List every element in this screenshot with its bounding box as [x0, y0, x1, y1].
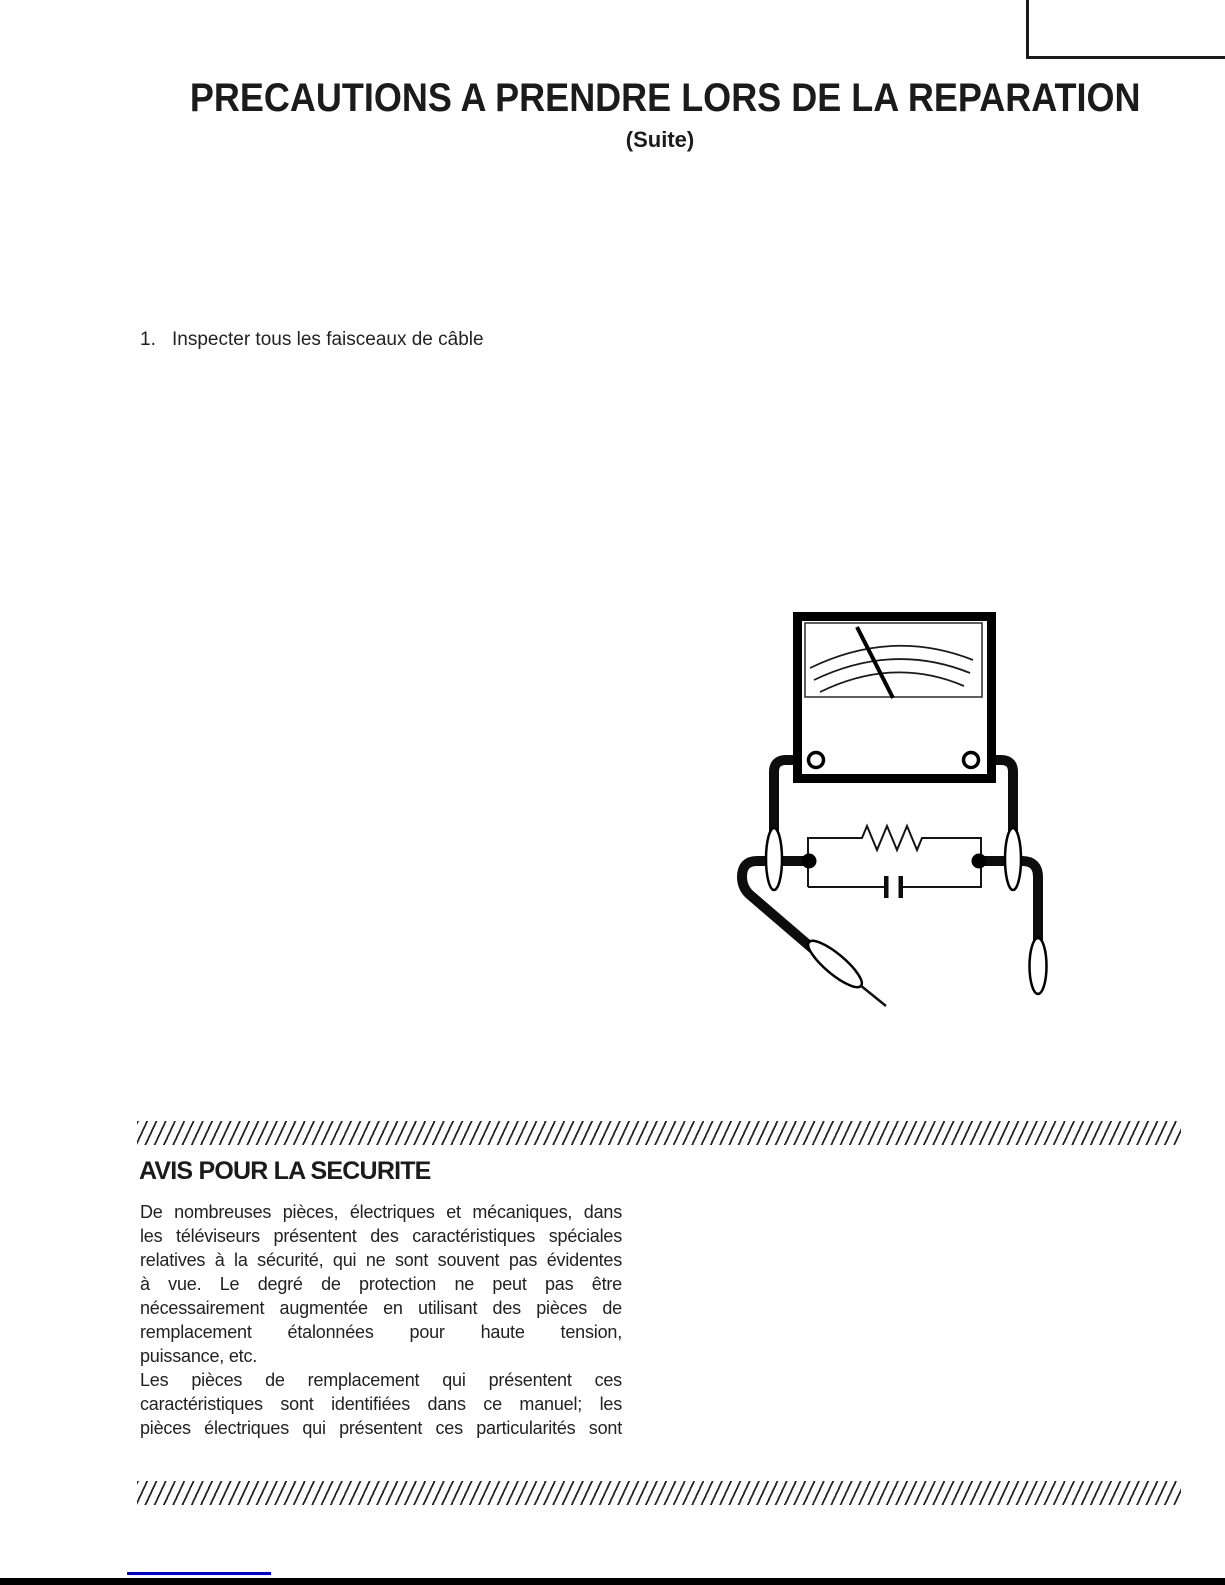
list-item-text: Inspecter tous les faisceaux de câble: [172, 329, 484, 350]
paragraph-line: pièces électriques qui présentent ces particularités sont: [140, 1418, 622, 1438]
paragraph-line: caractéristiques sont identifiées dans ce manuel; les: [140, 1394, 622, 1414]
paragraph-line: remplacement étalonnées pour haute tension,: [140, 1322, 622, 1342]
page-subtitle: (Suite): [625, 127, 695, 152]
list-item-number: 1.: [140, 329, 156, 350]
list-item: [140, 329, 484, 352]
resistor-capacitor-circuit: [808, 826, 981, 887]
page-number-corner-box: [1026, 0, 1225, 59]
paragraph-line: les téléviseurs présentent des caractéristiques spéciales: [140, 1226, 622, 1246]
hatched-divider-top: [137, 1121, 1181, 1145]
probe-tip: [860, 985, 886, 1006]
hatched-divider-bottom: [137, 1481, 1181, 1505]
page-bottom-scan-edge: [0, 1578, 1225, 1585]
multimeter-icon: [730, 595, 1100, 1015]
safety-notice-paragraph: [140, 1200, 622, 1440]
banana-plug: [1030, 938, 1047, 994]
paragraph-line: nécessairement augmentée en utilisant des pièces de: [140, 1298, 622, 1318]
test-probe: [803, 934, 868, 993]
paragraph-line: à vue. Le degré de protection ne peut pas être: [140, 1274, 622, 1294]
paragraph-line: Les pièces de remplacement qui présentent ces: [140, 1370, 622, 1390]
safety-notice-heading: AVIS POUR LA SECURITE: [139, 1157, 431, 1185]
paragraph-line: relatives à la sécurité, qui ne sont souvent pas évidentes: [140, 1250, 622, 1270]
blue-registration-mark: [127, 1572, 271, 1575]
junction-dots: [802, 854, 987, 869]
page-title: PRECAUTIONS A PRENDRE LORS DE LA REPARATION: [189, 76, 1141, 120]
paragraph-line: De nombreuses pièces, électriques et mécaniques, dans: [140, 1202, 622, 1222]
paragraph-line: puissance, etc.: [140, 1346, 258, 1366]
circuit-lead-wires: [742, 861, 1038, 949]
title-block: [137, 78, 1183, 153]
capacitor-plates: [884, 876, 903, 898]
